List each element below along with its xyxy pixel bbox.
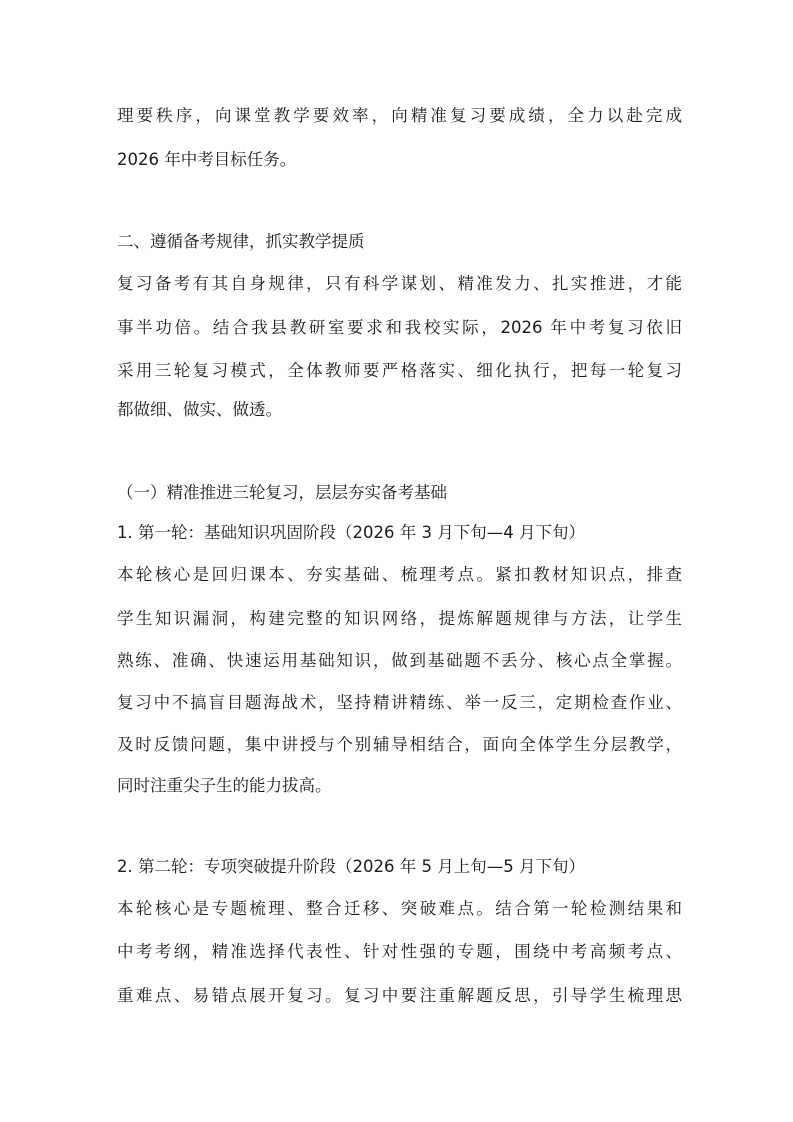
text-line: 本轮核心是回归课本、夯实基础、梳理考点。紧扣教材知识点，排查 (117, 565, 682, 584)
text-line: 复习中不搞盲目题海战术，坚持精讲精练、举一反三，定期检查作业、 (117, 693, 682, 712)
text-line: 2026 年中考目标任务。 (117, 150, 297, 169)
text-line: 都做细、做实、做透。 (117, 400, 282, 419)
text-line: 复习备考有其自身规律，只有科学谋划、精准发力、扎实推进，才能 (117, 274, 682, 293)
subsection-heading: （一）精准推进三轮复习，层层夯实备考基础 (117, 483, 447, 502)
text-line: 事半功倍。结合我县教研室要求和我校实际，2026 年中考复习依旧 (117, 318, 682, 337)
item-heading: 2. 第二轮：专项突破提升阶段（2026 年 5 月上旬—5 月下旬） (117, 857, 585, 876)
text-line: 学生知识漏洞，构建完整的知识网络，提炼解题规律与方法，让学生 (117, 609, 682, 628)
text-line: 熟练、准确、快速运用基础知识，做到基础题不丢分、核心点全掌握。 (117, 651, 682, 670)
text-line: 及时反馈问题，集中讲授与个别辅导相结合，面向全体学生分层教学， (117, 735, 682, 754)
text-line: 中考考纲，精准选择代表性、针对性强的专题，围绕中考高频考点、 (117, 942, 682, 961)
section-heading: 二、遵循备考规律，抓实教学提质 (117, 232, 365, 251)
text-line: 同时注重尖子生的能力拔高。 (117, 776, 332, 795)
text-line: 理要秩序，向课堂教学要效率，向精准复习要成绩，全力以赴完成 (117, 106, 682, 125)
text-line: 重难点、易错点展开复习。复习中要注重解题反思，引导学生梳理思 (117, 986, 682, 1005)
text-line: 采用三轮复习模式，全体教师要严格落实、细化执行，把每一轮复习 (117, 361, 682, 380)
item-heading: 1. 第一轮：基础知识巩固阶段（2026 年 3 月下旬—4 月下旬） (117, 523, 585, 542)
text-line: 本轮核心是专题梳理、整合迁移、突破难点。结合第一轮检测结果和 (117, 899, 682, 918)
